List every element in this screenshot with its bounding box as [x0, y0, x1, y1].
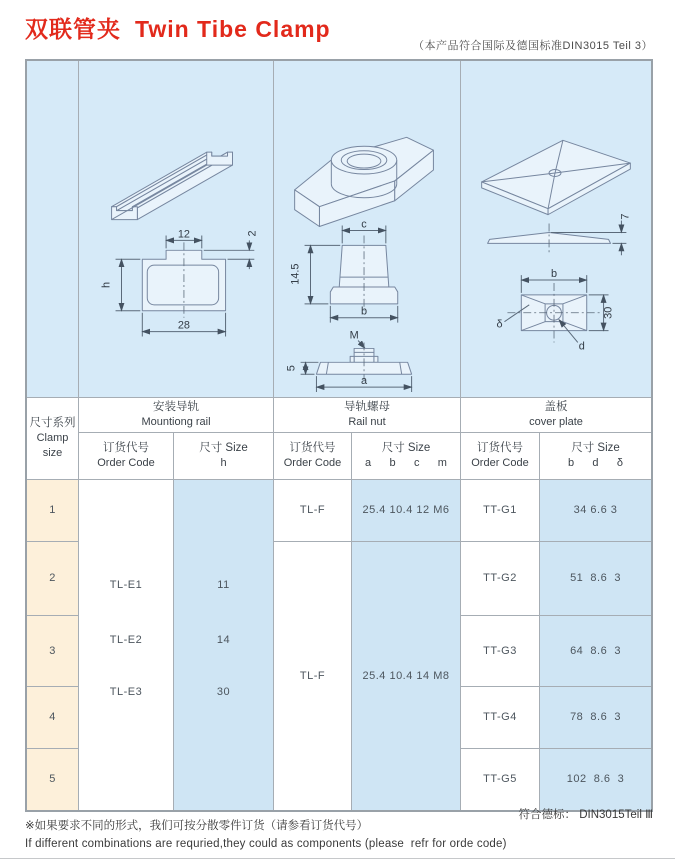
- cover-plate-size-5: 102 8.6 3: [540, 749, 651, 810]
- subheader-en: Order Code: [283, 457, 342, 469]
- subheader-mounting-size: [174, 433, 274, 480]
- dim-12: 12: [177, 228, 190, 241]
- dim-5: 5: [285, 365, 298, 372]
- group-rail-nut-en: Rail nut: [348, 416, 386, 428]
- mounting-rail-3d: [111, 152, 232, 219]
- rail-nut-bottom-view: [285, 330, 411, 393]
- rail-nut-code-row1: TL-F: [274, 480, 352, 542]
- cover-plate-code-4: TT-G4: [461, 687, 540, 749]
- dim-d: d: [578, 340, 585, 353]
- dim-delta: δ: [496, 318, 503, 331]
- dim-28: 28: [177, 319, 190, 332]
- rail-nut-drawing: [274, 61, 461, 397]
- clamp-size-5: 5: [27, 749, 79, 810]
- dim-c: c: [360, 218, 367, 231]
- cover-plate-side-view: [488, 214, 632, 256]
- footnote-zh: ※如果要求不同的形式，我们可按分散零件订货（请参看订货代号）: [25, 820, 369, 832]
- subheader-cover-size: [540, 433, 651, 480]
- rail-nut-drawing-cell: [274, 61, 461, 398]
- dim-7: 7: [619, 213, 632, 220]
- product-table: [25, 59, 653, 812]
- cover-plate-top-view: [496, 268, 614, 352]
- clamp-size-header: [27, 398, 79, 480]
- footnote: [25, 817, 507, 853]
- cover-plate-code-3: TT-G3: [461, 616, 540, 687]
- mounting-rail-drawing: [79, 61, 274, 397]
- subheader-letters: b d δ: [567, 457, 624, 469]
- subheader-zh: 订货代号: [289, 442, 336, 454]
- bottom-rule: [0, 858, 675, 859]
- cover-plate-size-3: 64 8.6 3: [540, 616, 651, 687]
- group-cover-plate-en: cover plate: [529, 416, 583, 428]
- subheader-zh: 订货代号: [477, 442, 523, 454]
- rail-nut-code-merged: TL-F: [274, 542, 352, 810]
- rail-nut-3d: [294, 137, 433, 226]
- group-cover-plate-zh: 盖板: [544, 401, 568, 413]
- subheader-letters: a b c m: [365, 457, 447, 469]
- rail-nut-front-view: [289, 219, 397, 323]
- dim-2: 2: [245, 230, 258, 237]
- subheader-en: Order Code: [97, 457, 155, 469]
- dim-b2: b: [550, 268, 558, 281]
- mounting-rail-size-3: 30: [216, 686, 231, 698]
- dim-b: b: [360, 305, 367, 318]
- clamp-size-3: 3: [27, 616, 79, 687]
- clamp-size-1: 1: [27, 480, 79, 542]
- rail-nut-size-merged: 25.4 10.4 14 M8: [352, 542, 461, 810]
- mounting-rail-codes-cell: [79, 480, 174, 810]
- mounting-rail-sizes-cell: [174, 480, 274, 810]
- dim-14-5: 14.5: [289, 263, 302, 285]
- clamp-size-header-en: Clamp size: [36, 432, 69, 459]
- dim-a: a: [360, 375, 367, 388]
- subheader-rail-nut-order-code: [274, 433, 352, 480]
- mounting-rail-section: [100, 228, 258, 336]
- dim-m: M: [349, 329, 359, 342]
- cover-plate-size-4: 78 8.6 3: [540, 687, 651, 749]
- group-mounting-rail-en: Mountiong rail: [141, 416, 211, 428]
- cover-plate-drawing: [459, 61, 653, 397]
- cover-plate-code-1: TT-G1: [461, 480, 540, 542]
- page-title-zh: 双联管夹: [25, 16, 121, 42]
- footnote-en: If different combinations are requried,they could as components (please refr for orde code): [25, 838, 507, 850]
- subheader-zh: 尺寸 Size: [381, 442, 431, 454]
- cover-plate-size-2: 51 8.6 3: [540, 542, 651, 616]
- cover-plate-code-5: TT-G5: [461, 749, 540, 810]
- mounting-rail-size-1: 11: [217, 579, 230, 591]
- mounting-rail-code-1: TL-E1: [109, 579, 143, 591]
- subheader-en: Order Code: [471, 457, 529, 469]
- subheader-letters: h: [220, 457, 227, 469]
- clamp-size-header-zh: 尺寸系列: [29, 417, 76, 429]
- mounting-rail-size-2: 14: [216, 634, 231, 646]
- group-header-mounting-rail: [79, 398, 274, 433]
- page-title-en: Twin Tibe Clamp: [135, 16, 331, 42]
- dim-h: h: [100, 281, 113, 289]
- group-rail-nut-zh: 导轨螺母: [344, 401, 390, 413]
- subheader-rail-nut-size: [352, 433, 461, 480]
- group-header-cover-plate: [461, 398, 651, 433]
- cover-plate-3d: [482, 140, 631, 214]
- subheader-zh: 订货代号: [103, 442, 149, 454]
- cover-plate-code-2: TT-G2: [461, 542, 540, 616]
- compliance-note: 符合德标： DIN3015Teil Ⅲ: [518, 809, 653, 821]
- clamp-size-4: 4: [27, 687, 79, 749]
- subheader-cover-order-code: [461, 433, 540, 480]
- standard-note: （本产品符合国际及德国标准DIN3015 Teil 3）: [413, 40, 653, 52]
- clamp-size-2: 2: [27, 542, 79, 616]
- group-mounting-rail-zh: 安装导轨: [153, 401, 199, 413]
- dim-30: 30: [602, 306, 615, 319]
- cover-plate-size-1: 34 6.6 3: [540, 480, 651, 542]
- subheader-mounting-order-code: [79, 433, 174, 480]
- mounting-rail-code-3: TL-E3: [109, 686, 143, 698]
- drawing-band-spacer: [27, 61, 79, 398]
- subheader-zh: 尺寸 Size: [571, 442, 620, 454]
- mounting-rail-code-2: TL-E2: [109, 634, 143, 646]
- page-title: [25, 11, 331, 44]
- mounting-rail-drawing-cell: [79, 61, 274, 398]
- subheader-zh: 尺寸 Size: [199, 442, 248, 454]
- cover-plate-drawing-cell: [461, 61, 651, 398]
- group-header-rail-nut: [274, 398, 461, 433]
- rail-nut-size-row1: 25.4 10.4 12 M6: [352, 480, 461, 542]
